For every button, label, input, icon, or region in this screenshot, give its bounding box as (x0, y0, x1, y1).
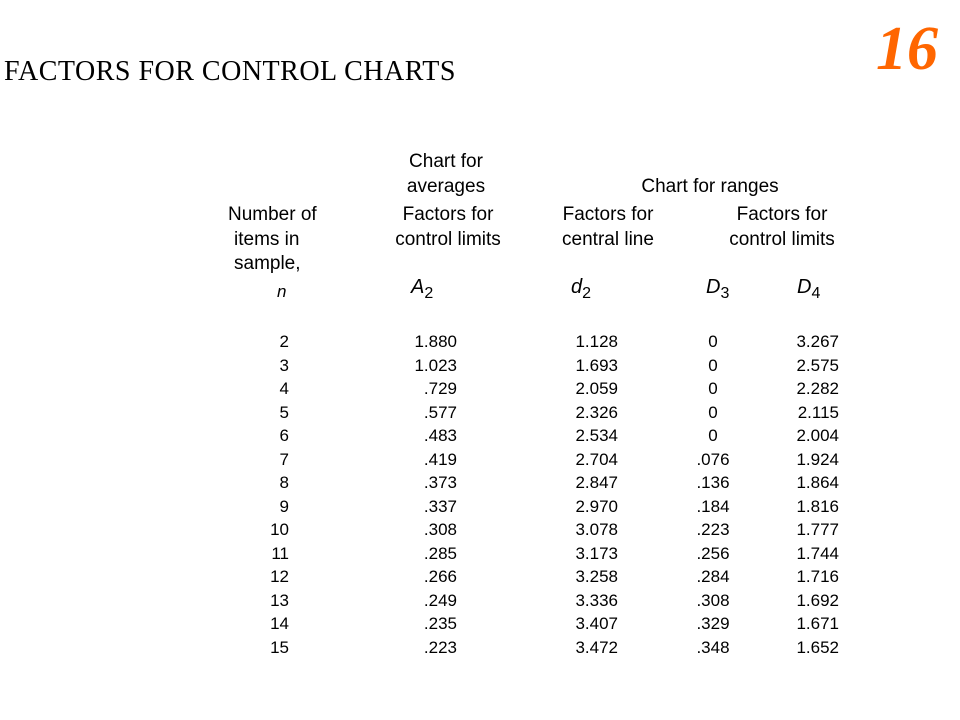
cell-d4: 1.864 (796, 473, 839, 492)
table-row (0, 495, 960, 519)
column-header-a2-line: control limits (395, 228, 501, 250)
cell-a2: .729 (423, 379, 457, 398)
table-row (0, 589, 960, 613)
cell-d3: .136 (696, 473, 730, 492)
cell-d2: 3.173 (575, 543, 618, 563)
cell-d3: 0 (708, 426, 718, 445)
cell-d4: 1.692 (796, 590, 839, 610)
table-row (0, 542, 960, 566)
symbol-d2-base: d (571, 276, 583, 298)
symbol-d4 (797, 276, 820, 303)
cell-a2: .373 (423, 473, 457, 492)
cell-d2: 2.059 (575, 379, 618, 398)
symbol-d2 (571, 276, 591, 303)
cell-d3: .184 (696, 496, 730, 516)
slide-number: 16 (876, 15, 938, 83)
table-row (0, 471, 960, 495)
column-header-n-line: Number of (228, 204, 317, 225)
cell-n: 8 (279, 473, 289, 492)
table-row (0, 448, 960, 472)
cell-d2: 2.970 (575, 496, 618, 516)
cell-n: 14 (270, 614, 289, 633)
symbol-a2-sub: 2 (424, 285, 434, 302)
table-row (0, 354, 960, 378)
cell-n: 5 (279, 402, 289, 422)
cell-d4: 1.816 (796, 496, 839, 516)
table-row (0, 565, 960, 589)
cell-d2: 3.078 (575, 520, 618, 539)
cell-n: 3 (279, 355, 289, 375)
cell-a2: .308 (423, 520, 457, 539)
column-header-d3-d4-line: control limits (729, 228, 835, 250)
cell-d2: 2.534 (575, 426, 618, 445)
cell-d4: 1.777 (796, 520, 839, 539)
factors-table-body (0, 330, 960, 659)
cell-d2: 1.128 (575, 332, 618, 351)
cell-d4: 1.716 (796, 567, 839, 586)
table-row (0, 424, 960, 448)
symbol-d4-base: D (797, 276, 812, 298)
cell-d3: .284 (696, 567, 730, 586)
cell-a2: .577 (423, 402, 457, 422)
column-header-a2-line: Factors for (402, 204, 494, 225)
column-header-n-line: items in (234, 228, 300, 250)
cell-d4: 2.115 (797, 402, 839, 422)
cell-a2: .235 (423, 614, 457, 633)
cell-d3: 0 (708, 355, 718, 375)
cell-n: 2 (279, 332, 289, 351)
cell-n: 13 (270, 590, 289, 610)
symbol-d2-sub: 2 (582, 285, 592, 302)
cell-n: 7 (279, 449, 289, 469)
cell-d3: .329 (696, 614, 730, 633)
cell-d2: 3.407 (575, 614, 618, 633)
cell-n: 6 (279, 426, 289, 445)
cell-d2: 3.336 (575, 590, 618, 610)
symbol-d4-sub: 4 (811, 285, 821, 302)
cell-d3: .348 (696, 637, 730, 657)
symbol-n: n (277, 282, 287, 301)
cell-d4: 2.282 (796, 379, 839, 398)
symbol-a2-base: A (411, 276, 425, 298)
table-row (0, 612, 960, 636)
cell-n: 9 (279, 496, 289, 516)
cell-d4: 3.267 (796, 332, 839, 351)
cell-d3: 0 (708, 332, 718, 351)
cell-d3: .076 (696, 449, 730, 469)
cell-d2: 2.847 (575, 473, 618, 492)
cell-d3: .256 (696, 543, 730, 563)
cell-a2: .249 (423, 590, 457, 610)
cell-a2: .419 (423, 449, 457, 469)
symbol-d3-sub: 3 (720, 285, 730, 302)
cell-d2: 3.258 (575, 567, 618, 586)
cell-a2: .337 (423, 496, 457, 516)
column-header-d2 (548, 203, 668, 252)
cell-a2: .223 (423, 637, 457, 657)
cell-a2: .483 (423, 426, 457, 445)
cell-a2: .266 (423, 567, 457, 586)
column-header-d3-d4 (712, 203, 852, 252)
table-row (0, 401, 960, 425)
column-header-a2 (378, 203, 518, 252)
cell-d2: 2.704 (575, 449, 618, 469)
cell-d4: 2.575 (796, 355, 839, 375)
column-header-n (228, 203, 348, 277)
table-row (0, 518, 960, 542)
column-header-d2-line: Factors for (562, 204, 654, 225)
cell-a2: .285 (423, 543, 457, 563)
column-header-d2-line: central line (562, 228, 654, 250)
cell-d4: 1.671 (796, 614, 839, 633)
table-row (0, 636, 960, 660)
symbol-d3 (706, 276, 729, 303)
cell-d3: 0 (708, 402, 718, 422)
cell-n: 10 (270, 520, 289, 539)
slide-title: FACTORS FOR CONTROL CHARTS (4, 56, 456, 87)
symbol-a2 (411, 276, 433, 303)
cell-d2: 3.472 (575, 637, 618, 657)
symbol-d3-base: D (706, 276, 721, 298)
cell-d2: 1.693 (575, 355, 618, 375)
cell-n: 12 (270, 567, 289, 586)
cell-d4: 1.924 (796, 449, 839, 469)
cell-d3: .308 (696, 590, 730, 610)
cell-d2: 2.326 (575, 402, 618, 422)
column-header-d3-d4-line: Factors for (736, 204, 828, 225)
group-header-averages-line: averages (406, 175, 486, 197)
cell-n: 15 (270, 637, 289, 657)
cell-a2: 1.880 (414, 332, 457, 351)
group-header-averages-line: Chart for (409, 151, 483, 172)
cell-d4: 1.744 (796, 543, 839, 563)
cell-d4: 2.004 (796, 426, 839, 445)
cell-d4: 1.652 (796, 637, 839, 657)
cell-n: 4 (279, 379, 289, 398)
cell-n: 11 (271, 543, 289, 563)
cell-a2: 1.023 (414, 355, 457, 375)
cell-d3: .223 (696, 520, 730, 539)
column-header-n-line: sample, (234, 253, 301, 274)
cell-d3: 0 (708, 379, 718, 398)
table-row (0, 377, 960, 401)
group-header-averages (396, 150, 496, 199)
group-header-ranges: Chart for ranges (641, 176, 779, 197)
table-row (0, 330, 960, 354)
